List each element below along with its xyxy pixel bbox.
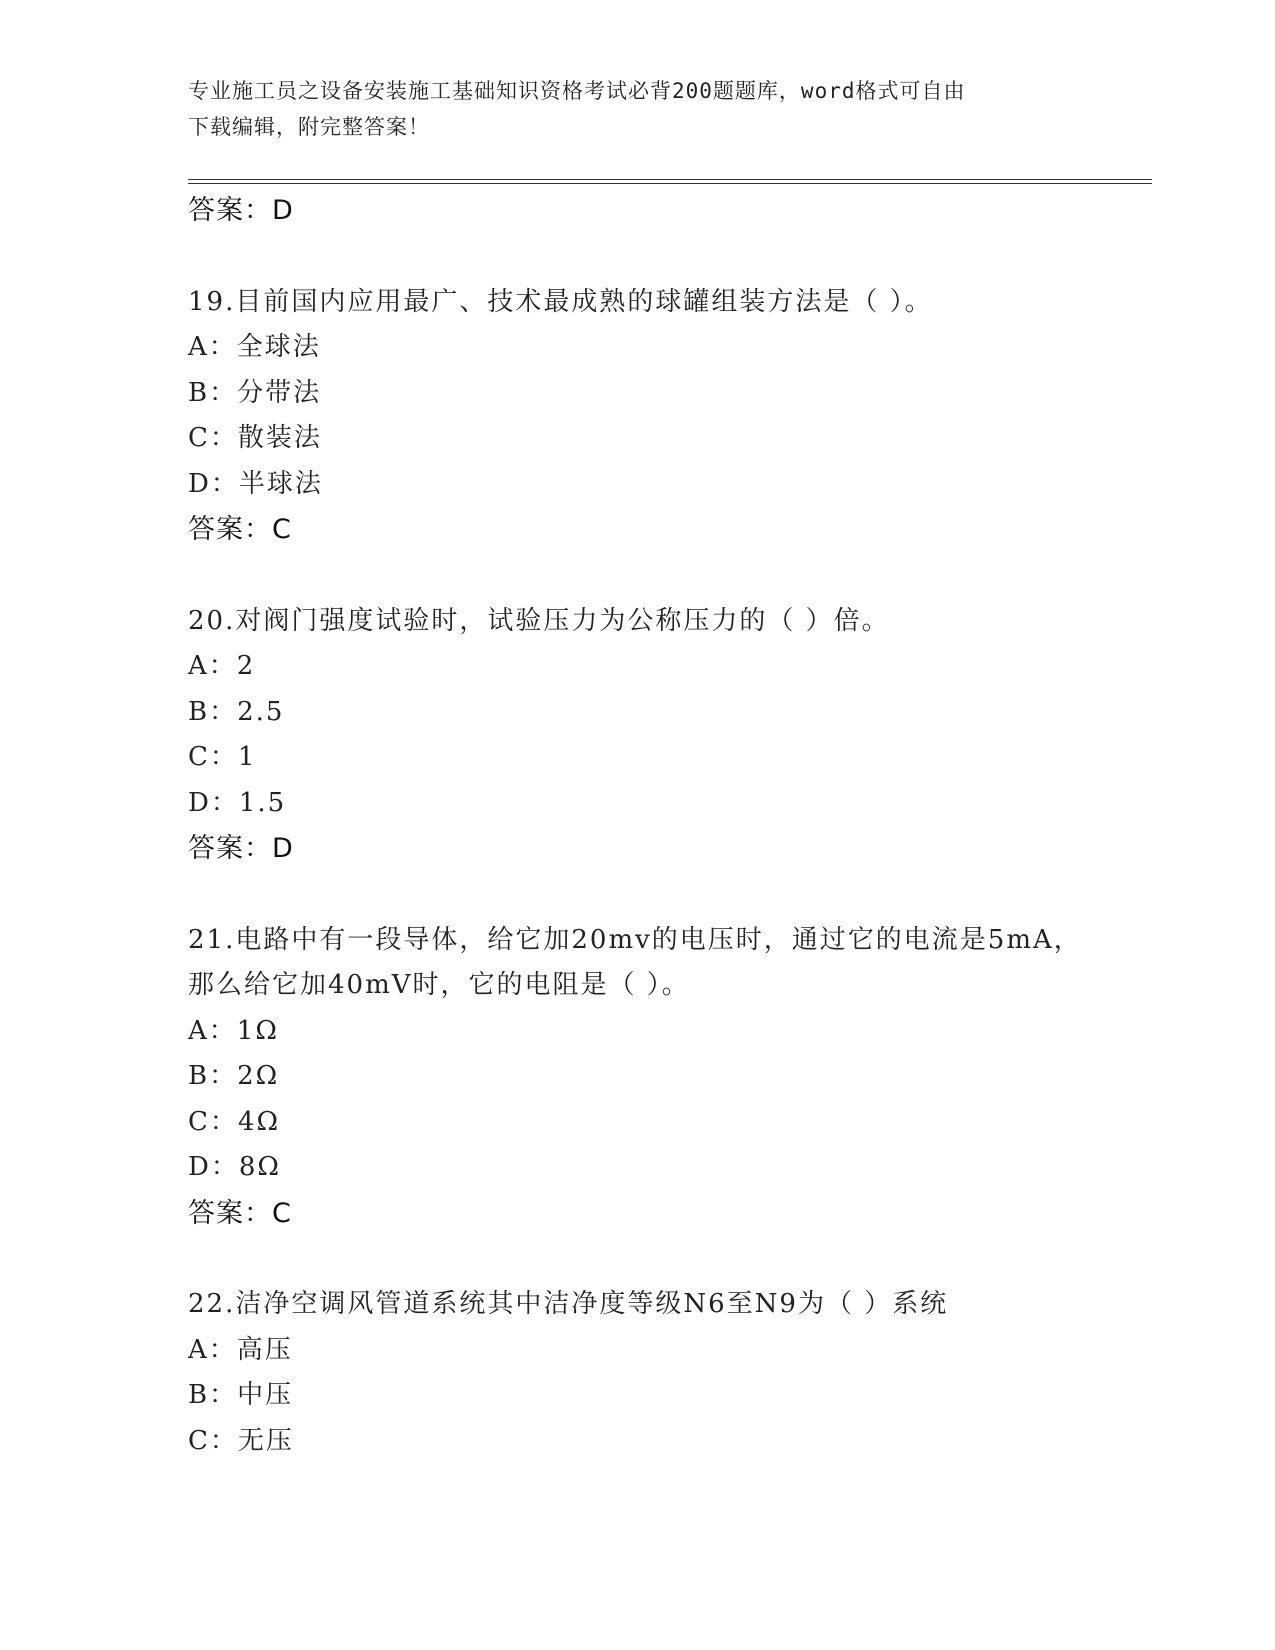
question-number: 19. (188, 286, 236, 317)
option-text: 半球法 (238, 468, 323, 499)
question-stem (188, 1282, 1158, 1328)
option-c (188, 1419, 1158, 1465)
option-key: A： (188, 332, 237, 362)
header-rule-top (188, 179, 1152, 180)
question-20 (188, 599, 1158, 872)
option-b (188, 1054, 1158, 1100)
option-b (188, 1373, 1158, 1419)
option-key: D： (188, 468, 239, 499)
option-c (188, 416, 1158, 462)
question-text: 对阀门强度试验时，试验压力为公称压力的（ ）倍。 (235, 605, 890, 636)
header-line-1: 专业施工员之设备安装施工基础知识资格考试必背200题题库，word格式可自由 (188, 79, 966, 103)
question-number: 22. (188, 1289, 236, 1319)
question-text: 电路中有一段导体，给它加20mv的电压时，通过它的电流是5mA， (235, 924, 1082, 955)
question-text: 洁净空调风管道系统其中洁净度等级N6至N9为（ ）系统 (235, 1289, 949, 1319)
option-a (188, 644, 1158, 690)
option-d (188, 462, 1158, 508)
option-text: 全球法 (236, 332, 321, 362)
option-key: B： (188, 1380, 238, 1410)
option-text: 4Ω (237, 1106, 281, 1137)
option-key: B： (188, 377, 238, 408)
option-key: C： (188, 1106, 238, 1137)
option-a (188, 325, 1158, 371)
question-number: 21. (188, 924, 236, 955)
option-key: A： (188, 651, 237, 681)
option-text: 分带法 (237, 377, 322, 408)
answer-previous: 答案：D (188, 195, 294, 226)
question-stem (188, 918, 1158, 964)
question-list (188, 188, 1158, 1464)
question-stem (188, 280, 1158, 326)
question-stem-continued: 那么给它加40mV时，它的电阻是（ ）。 (188, 970, 690, 1000)
option-key: D： (188, 787, 239, 818)
option-key: B： (188, 1061, 238, 1091)
option-text: 1 (237, 742, 257, 772)
option-a (188, 1009, 1158, 1055)
option-key: A： (188, 1334, 237, 1365)
question-21 (188, 918, 1158, 1237)
option-text: 2Ω (237, 1061, 280, 1091)
answer: 答案：C (188, 514, 292, 545)
option-key: D： (188, 1152, 239, 1182)
option-text: 1Ω (236, 1015, 279, 1046)
option-text: 1.5 (238, 787, 287, 818)
question-22 (188, 1282, 1158, 1464)
document-header (188, 73, 1088, 145)
option-text: 2 (236, 651, 256, 681)
option-a (188, 1328, 1158, 1374)
spacer (188, 553, 1158, 599)
option-text: 高压 (236, 1334, 293, 1365)
option-key: C： (188, 742, 238, 772)
option-key: C： (188, 1425, 238, 1456)
answer: 答案：C (188, 1197, 292, 1229)
header-line-2: 下载编辑，附完整答案！ (188, 115, 430, 139)
question-stem (188, 599, 1158, 645)
option-key: C： (188, 423, 238, 453)
spacer (188, 234, 1158, 280)
spacer (188, 1236, 1158, 1282)
header-rule-bottom (188, 183, 1152, 184)
option-c (188, 1100, 1158, 1146)
answer: 答案：D (188, 833, 294, 864)
option-text: 2.5 (237, 696, 285, 727)
option-c (188, 735, 1158, 781)
option-key: B： (188, 696, 238, 727)
question-text: 目前国内应用最广、技术最成熟的球罐组装方法是（ ）。 (235, 286, 933, 317)
option-key: A： (188, 1015, 237, 1046)
option-text: 8Ω (238, 1152, 281, 1182)
question-19 (188, 280, 1158, 553)
option-d (188, 1145, 1158, 1191)
option-d (188, 781, 1158, 827)
option-text: 散装法 (237, 423, 322, 453)
option-b (188, 690, 1158, 736)
option-b (188, 371, 1158, 417)
option-text: 无压 (237, 1425, 294, 1456)
option-text: 中压 (237, 1380, 294, 1410)
spacer (188, 872, 1158, 918)
question-number: 20. (188, 605, 236, 636)
